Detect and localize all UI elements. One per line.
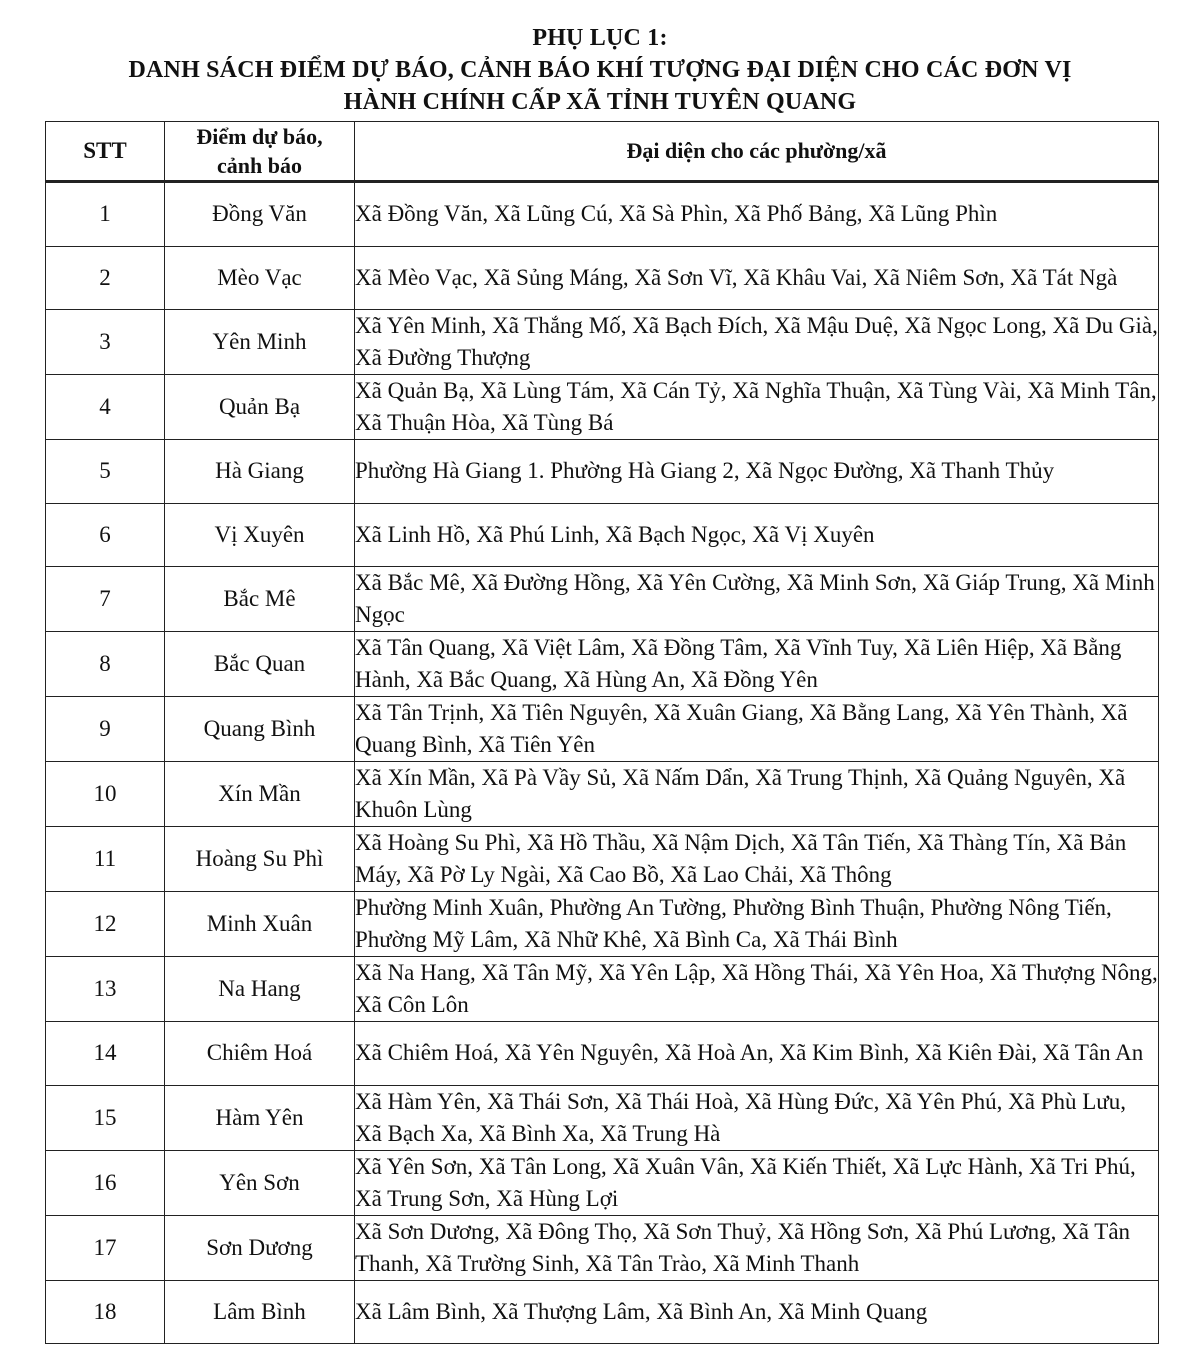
row-stt-cell: 16	[46, 1150, 165, 1215]
row-stt-cell: 14	[46, 1022, 165, 1086]
table-row	[46, 1150, 1159, 1215]
row-stt-cell: 12	[46, 892, 165, 957]
table-row	[46, 762, 1159, 827]
table-row	[46, 567, 1159, 632]
row-represented-wards-cell: Phường Hà Giang 1. Phường Hà Giang 2, Xã Ngọc Đường, Xã Thanh Thủy	[355, 440, 1159, 504]
table-row	[46, 1215, 1159, 1280]
row-forecast-point-cell: Bắc Quan	[165, 632, 355, 697]
table-row	[46, 440, 1159, 504]
forecast-points-table	[45, 121, 1159, 1344]
header-forecast-point-line-1: Điểm dự báo,	[196, 124, 323, 149]
header-forecast-point	[165, 122, 355, 182]
row-represented-wards-cell: Xã Linh Hồ, Xã Phú Linh, Xã Bạch Ngọc, Xã Vị Xuyên	[355, 503, 1159, 567]
row-stt-cell: 9	[46, 697, 165, 762]
table-row	[46, 310, 1159, 375]
document-heading	[0, 22, 1200, 118]
row-represented-wards-cell: Xã Đồng Văn, Xã Lũng Cú, Xã Sà Phìn, Xã Phố Bảng, Xã Lũng Phìn	[355, 182, 1159, 247]
table-row	[46, 1085, 1159, 1150]
table-row	[46, 375, 1159, 440]
header-represented-wards: Đại diện cho các phường/xã	[355, 122, 1159, 182]
row-represented-wards-cell: Xã Lâm Bình, Xã Thượng Lâm, Xã Bình An, Xã Minh Quang	[355, 1280, 1159, 1344]
row-stt-cell: 4	[46, 375, 165, 440]
row-stt-cell: 7	[46, 567, 165, 632]
row-forecast-point-cell: Quang Bình	[165, 697, 355, 762]
header-stt: STT	[46, 122, 165, 182]
row-forecast-point-cell: Hàm Yên	[165, 1085, 355, 1150]
row-stt-cell: 10	[46, 762, 165, 827]
row-represented-wards-cell: Xã Na Hang, Xã Tân Mỹ, Xã Yên Lập, Xã Hồng Thái, Xã Yên Hoa, Xã Thượng Nông, Xã Côn Lôn	[355, 957, 1159, 1022]
row-forecast-point-cell: Xín Mần	[165, 762, 355, 827]
row-represented-wards-cell: Xã Xín Mần, Xã Pà Vầy Sủ, Xã Nấm Dẩn, Xã Trung Thịnh, Xã Quảng Nguyên, Xã Khuôn Lùng	[355, 762, 1159, 827]
row-forecast-point-cell: Mèo Vạc	[165, 246, 355, 310]
row-stt-cell: 15	[46, 1085, 165, 1150]
table-row	[46, 957, 1159, 1022]
row-represented-wards-cell: Xã Quản Bạ, Xã Lùng Tám, Xã Cán Tỷ, Xã Nghĩa Thuận, Xã Tùng Vài, Xã Minh Tân, Xã Thuận Hòa, Xã Tùng Bá	[355, 375, 1159, 440]
row-stt-cell: 5	[46, 440, 165, 504]
table-row	[46, 503, 1159, 567]
row-forecast-point-cell: Yên Sơn	[165, 1150, 355, 1215]
header-forecast-point-line-2: cảnh báo	[217, 153, 302, 178]
row-stt-cell: 18	[46, 1280, 165, 1344]
row-represented-wards-cell: Xã Tân Quang, Xã Việt Lâm, Xã Đồng Tâm, Xã Vĩnh Tuy, Xã Liên Hiệp, Xã Bằng Hành, Xã Bắc Quang, Xã Hùng An, Xã Đồng Yên	[355, 632, 1159, 697]
row-stt-cell: 11	[46, 827, 165, 892]
table-row	[46, 1280, 1159, 1344]
row-forecast-point-cell: Yên Minh	[165, 310, 355, 375]
list-title-line-1: DANH SÁCH ĐIỂM DỰ BÁO, CẢNH BÁO KHÍ TƯỢNG ĐẠI DIỆN CHO CÁC ĐƠN VỊ	[128, 57, 1072, 83]
row-forecast-point-cell: Minh Xuân	[165, 892, 355, 957]
row-forecast-point-cell: Chiêm Hoá	[165, 1022, 355, 1086]
table-row	[46, 697, 1159, 762]
table-row	[46, 892, 1159, 957]
row-stt-cell: 3	[46, 310, 165, 375]
table-row	[46, 827, 1159, 892]
table-row	[46, 182, 1159, 247]
row-forecast-point-cell: Quản Bạ	[165, 375, 355, 440]
row-stt-cell: 13	[46, 957, 165, 1022]
row-represented-wards-cell: Xã Bắc Mê, Xã Đường Hồng, Xã Yên Cường, Xã Minh Sơn, Xã Giáp Trung, Xã Minh Ngọc	[355, 567, 1159, 632]
table-row	[46, 1022, 1159, 1086]
row-represented-wards-cell: Xã Hoàng Su Phì, Xã Hồ Thầu, Xã Nậm Dịch, Xã Tân Tiến, Xã Thàng Tín, Xã Bản Máy, Xã Pờ Ly Ngài, Xã Cao Bồ, Xã Lao Chải, Xã Thông	[355, 827, 1159, 892]
list-title-line-2: HÀNH CHÍNH CẤP XÃ TỈNH TUYÊN QUANG	[343, 89, 857, 115]
row-forecast-point-cell: Bắc Mê	[165, 567, 355, 632]
row-represented-wards-cell: Xã Yên Minh, Xã Thắng Mố, Xã Bạch Đích, Xã Mậu Duệ, Xã Ngọc Long, Xã Du Già, Xã Đường Thượng	[355, 310, 1159, 375]
row-forecast-point-cell: Hà Giang	[165, 440, 355, 504]
table-body	[46, 182, 1159, 1344]
row-stt-cell: 2	[46, 246, 165, 310]
row-forecast-point-cell: Vị Xuyên	[165, 503, 355, 567]
row-stt-cell: 1	[46, 182, 165, 247]
table-row	[46, 632, 1159, 697]
row-forecast-point-cell: Hoàng Su Phì	[165, 827, 355, 892]
row-represented-wards-cell: Xã Tân Trịnh, Xã Tiên Nguyên, Xã Xuân Giang, Xã Bằng Lang, Xã Yên Thành, Xã Quang Bình, Xã Tiên Yên	[355, 697, 1159, 762]
row-forecast-point-cell: Sơn Dương	[165, 1215, 355, 1280]
table-header-row	[46, 122, 1159, 182]
row-represented-wards-cell: Xã Mèo Vạc, Xã Sủng Máng, Xã Sơn Vĩ, Xã Khâu Vai, Xã Niêm Sơn, Xã Tát Ngà	[355, 246, 1159, 310]
row-represented-wards-cell: Xã Hàm Yên, Xã Thái Sơn, Xã Thái Hoà, Xã Hùng Đức, Xã Yên Phú, Xã Phù Lưu, Xã Bạch Xa, Xã Bình Xa, Xã Trung Hà	[355, 1085, 1159, 1150]
row-stt-cell: 8	[46, 632, 165, 697]
row-represented-wards-cell: Phường Minh Xuân, Phường An Tường, Phường Bình Thuận, Phường Nông Tiến, Phường Mỹ Lâm, Xã Nhữ Khê, Xã Bình Ca, Xã Thái Bình	[355, 892, 1159, 957]
row-forecast-point-cell: Đồng Văn	[165, 182, 355, 247]
row-represented-wards-cell: Xã Sơn Dương, Xã Đông Thọ, Xã Sơn Thuỷ, Xã Hồng Sơn, Xã Phú Lương, Xã Tân Thanh, Xã Trường Sinh, Xã Tân Trào, Xã Minh Thanh	[355, 1215, 1159, 1280]
row-stt-cell: 6	[46, 503, 165, 567]
row-forecast-point-cell: Lâm Bình	[165, 1280, 355, 1344]
row-forecast-point-cell: Na Hang	[165, 957, 355, 1022]
appendix-title: PHỤ LỤC 1:	[532, 25, 668, 51]
row-stt-cell: 17	[46, 1215, 165, 1280]
row-represented-wards-cell: Xã Chiêm Hoá, Xã Yên Nguyên, Xã Hoà An, Xã Kim Bình, Xã Kiên Đài, Xã Tân An	[355, 1022, 1159, 1086]
row-represented-wards-cell: Xã Yên Sơn, Xã Tân Long, Xã Xuân Vân, Xã Kiến Thiết, Xã Lực Hành, Xã Tri Phú, Xã Trung Sơn, Xã Hùng Lợi	[355, 1150, 1159, 1215]
table-row	[46, 246, 1159, 310]
